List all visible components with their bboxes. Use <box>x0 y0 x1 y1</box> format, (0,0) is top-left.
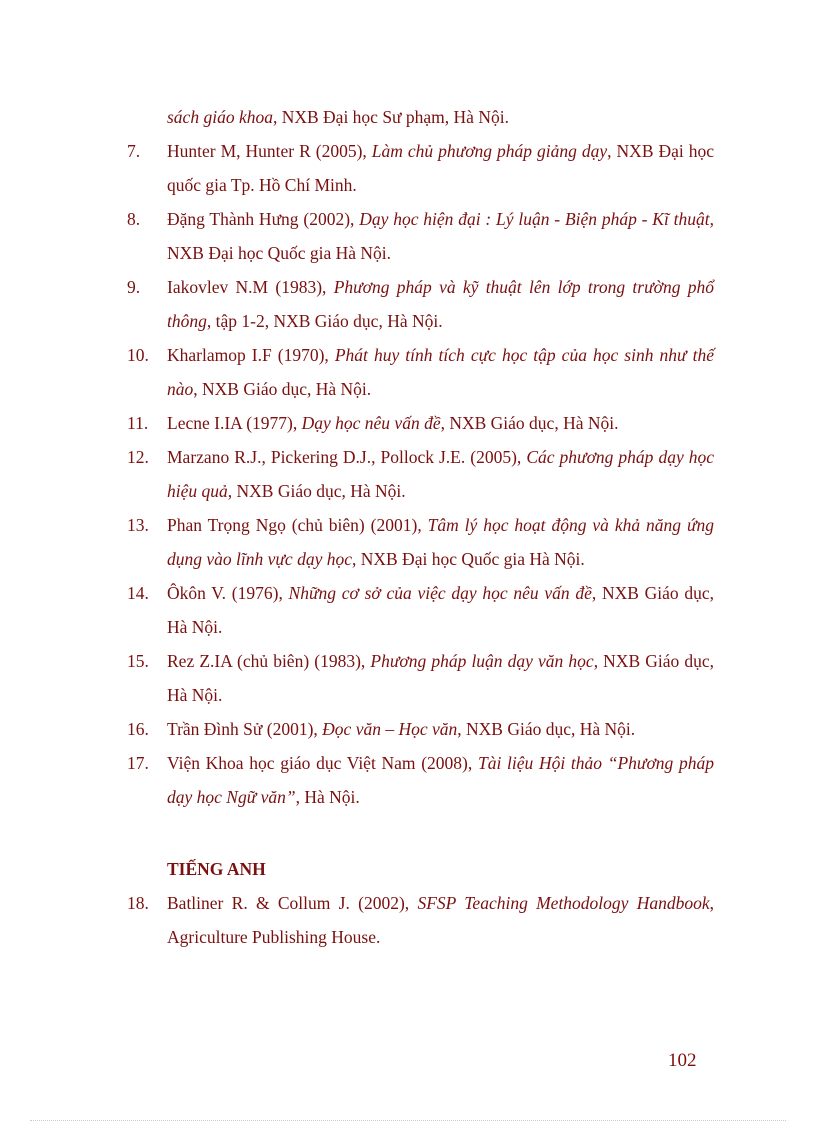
reference-item: 18. Batliner R. & Collum J. (2002), SFSP Teaching Methodology Handbook, Agriculture Publishing House. <box>127 893 714 947</box>
english-reference-list <box>127 886 714 954</box>
reference-continuation <box>167 100 714 134</box>
reference-item: 12. Marzano R.J., Pickering D.J., Pollock J.E. (2005), Các phương pháp dạy học hiệu quả, NXB Giáo dục, Hà Nội. <box>127 447 715 501</box>
reference-item: 16. Trần Đình Sử (2001), Đọc văn – Học văn, NXB Giáo dục, Hà Nội. <box>127 719 636 739</box>
section-heading: TIẾNG ANH <box>167 859 266 879</box>
reference-item: 11. Lecne I.IA (1977), Dạy học nêu vấn đề, NXB Giáo dục, Hà Nội. <box>127 413 619 433</box>
footer-divider <box>30 1120 786 1121</box>
reference-item: 14. Ôkôn V. (1976), Những cơ sở của việc dạy học nêu vấn đề, NXB Giáo dục, Hà Nội. <box>127 583 715 637</box>
reference-item: 7. Hunter M, Hunter R (2005), Làm chủ phương pháp giảng dạy, NXB Đại học quốc gia Tp. Hồ Chí Minh. <box>127 141 715 195</box>
reference-title: sách giáo khoa <box>167 107 273 127</box>
reference-item: 15. Rez Z.IA (chủ biên) (1983), Phương pháp luận dạy văn học, NXB Giáo dục, Hà Nội. <box>127 651 714 705</box>
reference-item: 17. Viện Khoa học giáo dục Việt Nam (2008), Tài liệu Hội thảo “Phương pháp dạy học Ngữ văn”, Hà Nội. <box>127 753 714 807</box>
reference-item: 10. Kharlamop I.F (1970), Phát huy tính tích cực học tập của học sinh như thế nào, NXB Giáo dục, Hà Nội. <box>127 345 714 399</box>
reference-item: 13. Phan Trọng Ngọ (chủ biên) (2001), Tâm lý học hoạt động và khả năng ứng dụng vào lĩnh vực dạy học, NXB Đại học Quốc gia Hà Nội. <box>127 515 714 569</box>
reference-item: 8. Đặng Thành Hưng (2002), Dạy học hiện đại : Lý luận - Biện pháp - Kĩ thuật, NXB Đại học Quốc gia Hà Nội. <box>127 209 714 263</box>
reference-publisher: , NXB Đại học Sư phạm, Hà Nội. <box>272 107 509 127</box>
reference-list <box>127 134 714 814</box>
page-number: 102 <box>668 1050 697 1071</box>
reference-item: 9. Iakovlev N.M (1983), Phương pháp và kỹ thuật lên lớp trong trường phổ thông, tập 1-2, NXB Giáo dục, Hà Nội. <box>127 277 715 331</box>
